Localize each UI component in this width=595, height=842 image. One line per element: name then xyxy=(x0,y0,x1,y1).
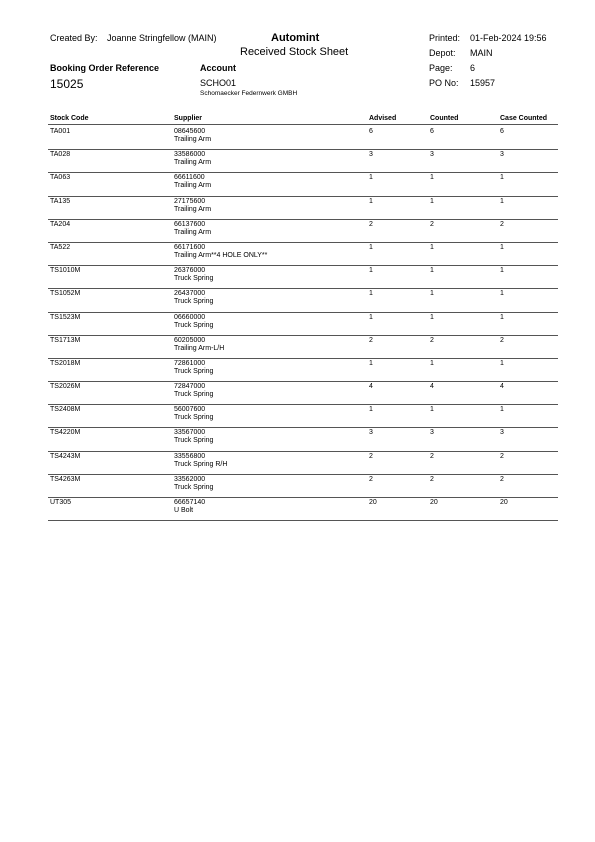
supplier-code: 60205000 xyxy=(174,336,206,344)
supplier-cell xyxy=(174,221,211,237)
stock-table-body xyxy=(48,127,558,521)
advised-qty: 1 xyxy=(369,243,373,251)
item-description: Truck Spring xyxy=(174,391,214,399)
counted-qty: 1 xyxy=(430,359,434,367)
supplier-code: 66611600 xyxy=(174,174,205,182)
supplier-cell xyxy=(174,476,213,492)
counted-qty: 1 xyxy=(430,197,434,205)
supplier-cell xyxy=(174,499,205,515)
table-row xyxy=(48,220,558,243)
case-counted-qty: 1 xyxy=(500,406,504,414)
sheet-title: Received Stock Sheet xyxy=(240,46,349,58)
advised-qty: 2 xyxy=(369,220,373,228)
item-description: Truck Spring xyxy=(174,298,214,306)
page-value: 6 xyxy=(470,63,476,73)
supplier-code: 72861000 xyxy=(174,359,206,367)
item-description: Truck Spring xyxy=(174,275,214,283)
item-description: Truck Spring xyxy=(174,321,214,329)
supplier-code: 33567000 xyxy=(174,429,206,437)
supplier-cell xyxy=(174,244,267,260)
supplier-cell xyxy=(174,337,224,353)
case-counted-qty: 2 xyxy=(500,220,504,228)
case-counted-qty: 1 xyxy=(500,267,504,275)
stock-code: TA135 xyxy=(50,197,71,205)
supplier-code: 26437000 xyxy=(174,290,206,298)
table-row xyxy=(48,127,558,150)
advised-qty: 2 xyxy=(369,336,373,344)
supplier-code: 56007600 xyxy=(174,406,206,414)
advised-qty: 1 xyxy=(369,267,373,275)
table-row xyxy=(48,173,558,196)
stock-code: TA063 xyxy=(50,174,71,182)
item-description: Truck Spring xyxy=(174,414,214,422)
printed-label: Printed: xyxy=(429,33,461,43)
supplier-cell xyxy=(174,360,213,376)
stock-code: TA001 xyxy=(50,128,71,135)
stock-code: TS4243M xyxy=(50,452,81,460)
supplier-code: 72847000 xyxy=(174,383,206,391)
case-counted-qty: 2 xyxy=(500,336,504,344)
supplier-code: 66137600 xyxy=(174,220,206,228)
advised-qty: 1 xyxy=(369,290,373,298)
col-advised: Advised xyxy=(369,115,397,122)
stock-code: TS2018M xyxy=(50,359,81,367)
depot-label: Depot: xyxy=(429,48,456,58)
case-counted-qty: 1 xyxy=(500,359,504,367)
supplier-cell xyxy=(174,406,213,422)
item-description: Trailing Arm-L/H xyxy=(174,344,225,352)
counted-qty: 1 xyxy=(430,406,434,414)
table-row xyxy=(48,359,558,382)
table-row xyxy=(48,313,558,336)
item-description: Trailing Arm xyxy=(174,228,212,236)
item-description: Truck Spring xyxy=(174,367,214,375)
supplier-code: 66657140 xyxy=(174,499,206,506)
supplier-cell xyxy=(174,314,213,330)
advised-qty: 1 xyxy=(369,174,373,182)
case-counted-qty: 1 xyxy=(500,174,504,182)
item-description: Trailing Arm xyxy=(174,136,212,143)
counted-qty: 2 xyxy=(430,452,434,460)
counted-qty: 2 xyxy=(430,475,434,483)
table-row xyxy=(48,452,558,475)
supplier-cell xyxy=(174,453,227,469)
item-description: Trailing Arm xyxy=(174,159,212,167)
header-divider xyxy=(48,124,558,125)
stock-code: TS1052M xyxy=(50,290,81,298)
table-row xyxy=(48,475,558,498)
case-counted-qty: 1 xyxy=(500,197,504,205)
table-row xyxy=(48,498,558,521)
item-description: Truck Spring xyxy=(174,483,214,491)
item-description: Trailing Arm xyxy=(174,182,212,190)
advised-qty: 6 xyxy=(369,128,373,135)
supplier-cell xyxy=(174,429,213,445)
supplier-cell xyxy=(174,174,211,190)
supplier-cell xyxy=(174,290,213,306)
supplier-code: 26376000 xyxy=(174,267,206,275)
stock-code: TS1010M xyxy=(50,267,81,275)
counted-qty: 1 xyxy=(430,313,434,321)
table-row xyxy=(48,428,558,451)
counted-qty: 4 xyxy=(430,383,434,391)
col-supplier: Supplier xyxy=(174,115,203,122)
advised-qty: 1 xyxy=(369,313,373,321)
booking-ref-value: 15025 xyxy=(50,77,84,91)
counted-qty: 1 xyxy=(430,267,434,275)
supplier-cell xyxy=(174,151,211,167)
supplier-cell xyxy=(174,198,211,214)
table-row xyxy=(48,243,558,266)
table-row xyxy=(48,150,558,173)
po-value: 15957 xyxy=(470,78,496,88)
counted-qty: 1 xyxy=(430,174,434,182)
advised-qty: 1 xyxy=(369,359,373,367)
supplier-code: 33556800 xyxy=(174,452,206,460)
col-stock-code: Stock Code xyxy=(50,115,89,122)
case-counted-qty: 1 xyxy=(500,313,504,321)
stock-code: TS1713M xyxy=(50,336,81,344)
case-counted-qty: 4 xyxy=(500,383,504,391)
account-name: Schomaecker Federnwerk GMBH xyxy=(200,90,298,97)
stock-code: TS1523M xyxy=(50,313,81,321)
table-row xyxy=(48,197,558,220)
case-counted-qty: 3 xyxy=(500,429,504,437)
counted-qty: 1 xyxy=(430,290,434,298)
item-description: U Bolt xyxy=(174,507,194,514)
counted-qty: 2 xyxy=(430,220,434,228)
supplier-code: 66171600 xyxy=(174,243,206,251)
stock-code: TS2408M xyxy=(50,406,81,414)
item-description: Truck Spring xyxy=(174,437,214,445)
stock-code: TS4263M xyxy=(50,475,81,483)
stock-code: TA522 xyxy=(50,243,71,251)
counted-qty: 2 xyxy=(430,336,434,344)
created-by-label: Created By: xyxy=(50,33,98,43)
advised-qty: 3 xyxy=(369,429,373,437)
supplier-code: 27175600 xyxy=(174,197,206,205)
account-value: SCHO01 xyxy=(200,78,237,88)
case-counted-qty: 3 xyxy=(500,151,504,159)
created-by-value: Joanne Stringfellow (MAIN) xyxy=(107,33,217,43)
counted-qty: 3 xyxy=(430,151,434,159)
advised-qty: 2 xyxy=(369,475,373,483)
counted-qty: 6 xyxy=(430,128,434,135)
case-counted-qty: 1 xyxy=(500,243,504,251)
case-counted-qty: 20 xyxy=(500,499,508,506)
advised-qty: 1 xyxy=(369,197,373,205)
page-label: Page: xyxy=(429,63,453,73)
table-row xyxy=(48,405,558,428)
advised-qty: 2 xyxy=(369,452,373,460)
supplier-code: 33586000 xyxy=(174,151,206,159)
table-row xyxy=(48,336,558,359)
supplier-code: 33562000 xyxy=(174,475,206,483)
advised-qty: 4 xyxy=(369,383,373,391)
counted-qty: 20 xyxy=(430,499,438,506)
printed-value: 01-Feb-2024 19:56 xyxy=(470,33,547,43)
item-description: Trailing Arm**4 HOLE ONLY** xyxy=(174,251,268,259)
item-description: Truck Spring R/H xyxy=(174,460,228,468)
case-counted-qty: 1 xyxy=(500,290,504,298)
supplier-code: 08645600 xyxy=(174,128,206,135)
advised-qty: 3 xyxy=(369,151,373,159)
account-label: Account xyxy=(200,63,236,73)
stock-code: TA028 xyxy=(50,151,71,159)
advised-qty: 1 xyxy=(369,406,373,414)
company-name: Automint xyxy=(271,32,320,44)
supplier-code: 06660000 xyxy=(174,313,206,321)
stock-code: TS2026M xyxy=(50,383,81,391)
col-case-counted: Case Counted xyxy=(500,115,548,122)
table-row xyxy=(48,266,558,289)
stock-code: UT305 xyxy=(50,499,72,506)
item-description: Trailing Arm xyxy=(174,205,212,213)
advised-qty: 20 xyxy=(369,499,377,506)
case-counted-qty: 2 xyxy=(500,475,504,483)
counted-qty: 3 xyxy=(430,429,434,437)
case-counted-qty: 2 xyxy=(500,452,504,460)
col-counted: Counted xyxy=(430,115,459,122)
supplier-cell xyxy=(174,267,213,283)
po-label: PO No: xyxy=(429,78,459,88)
depot-value: MAIN xyxy=(470,48,493,58)
case-counted-qty: 6 xyxy=(500,128,504,135)
supplier-cell xyxy=(174,383,213,399)
stock-code: TS4220M xyxy=(50,429,81,437)
supplier-cell xyxy=(174,128,211,144)
stock-code: TA204 xyxy=(50,220,71,228)
booking-ref-label: Booking Order Reference xyxy=(50,63,160,73)
table-row xyxy=(48,382,558,405)
counted-qty: 1 xyxy=(430,243,434,251)
table-row xyxy=(48,289,558,312)
